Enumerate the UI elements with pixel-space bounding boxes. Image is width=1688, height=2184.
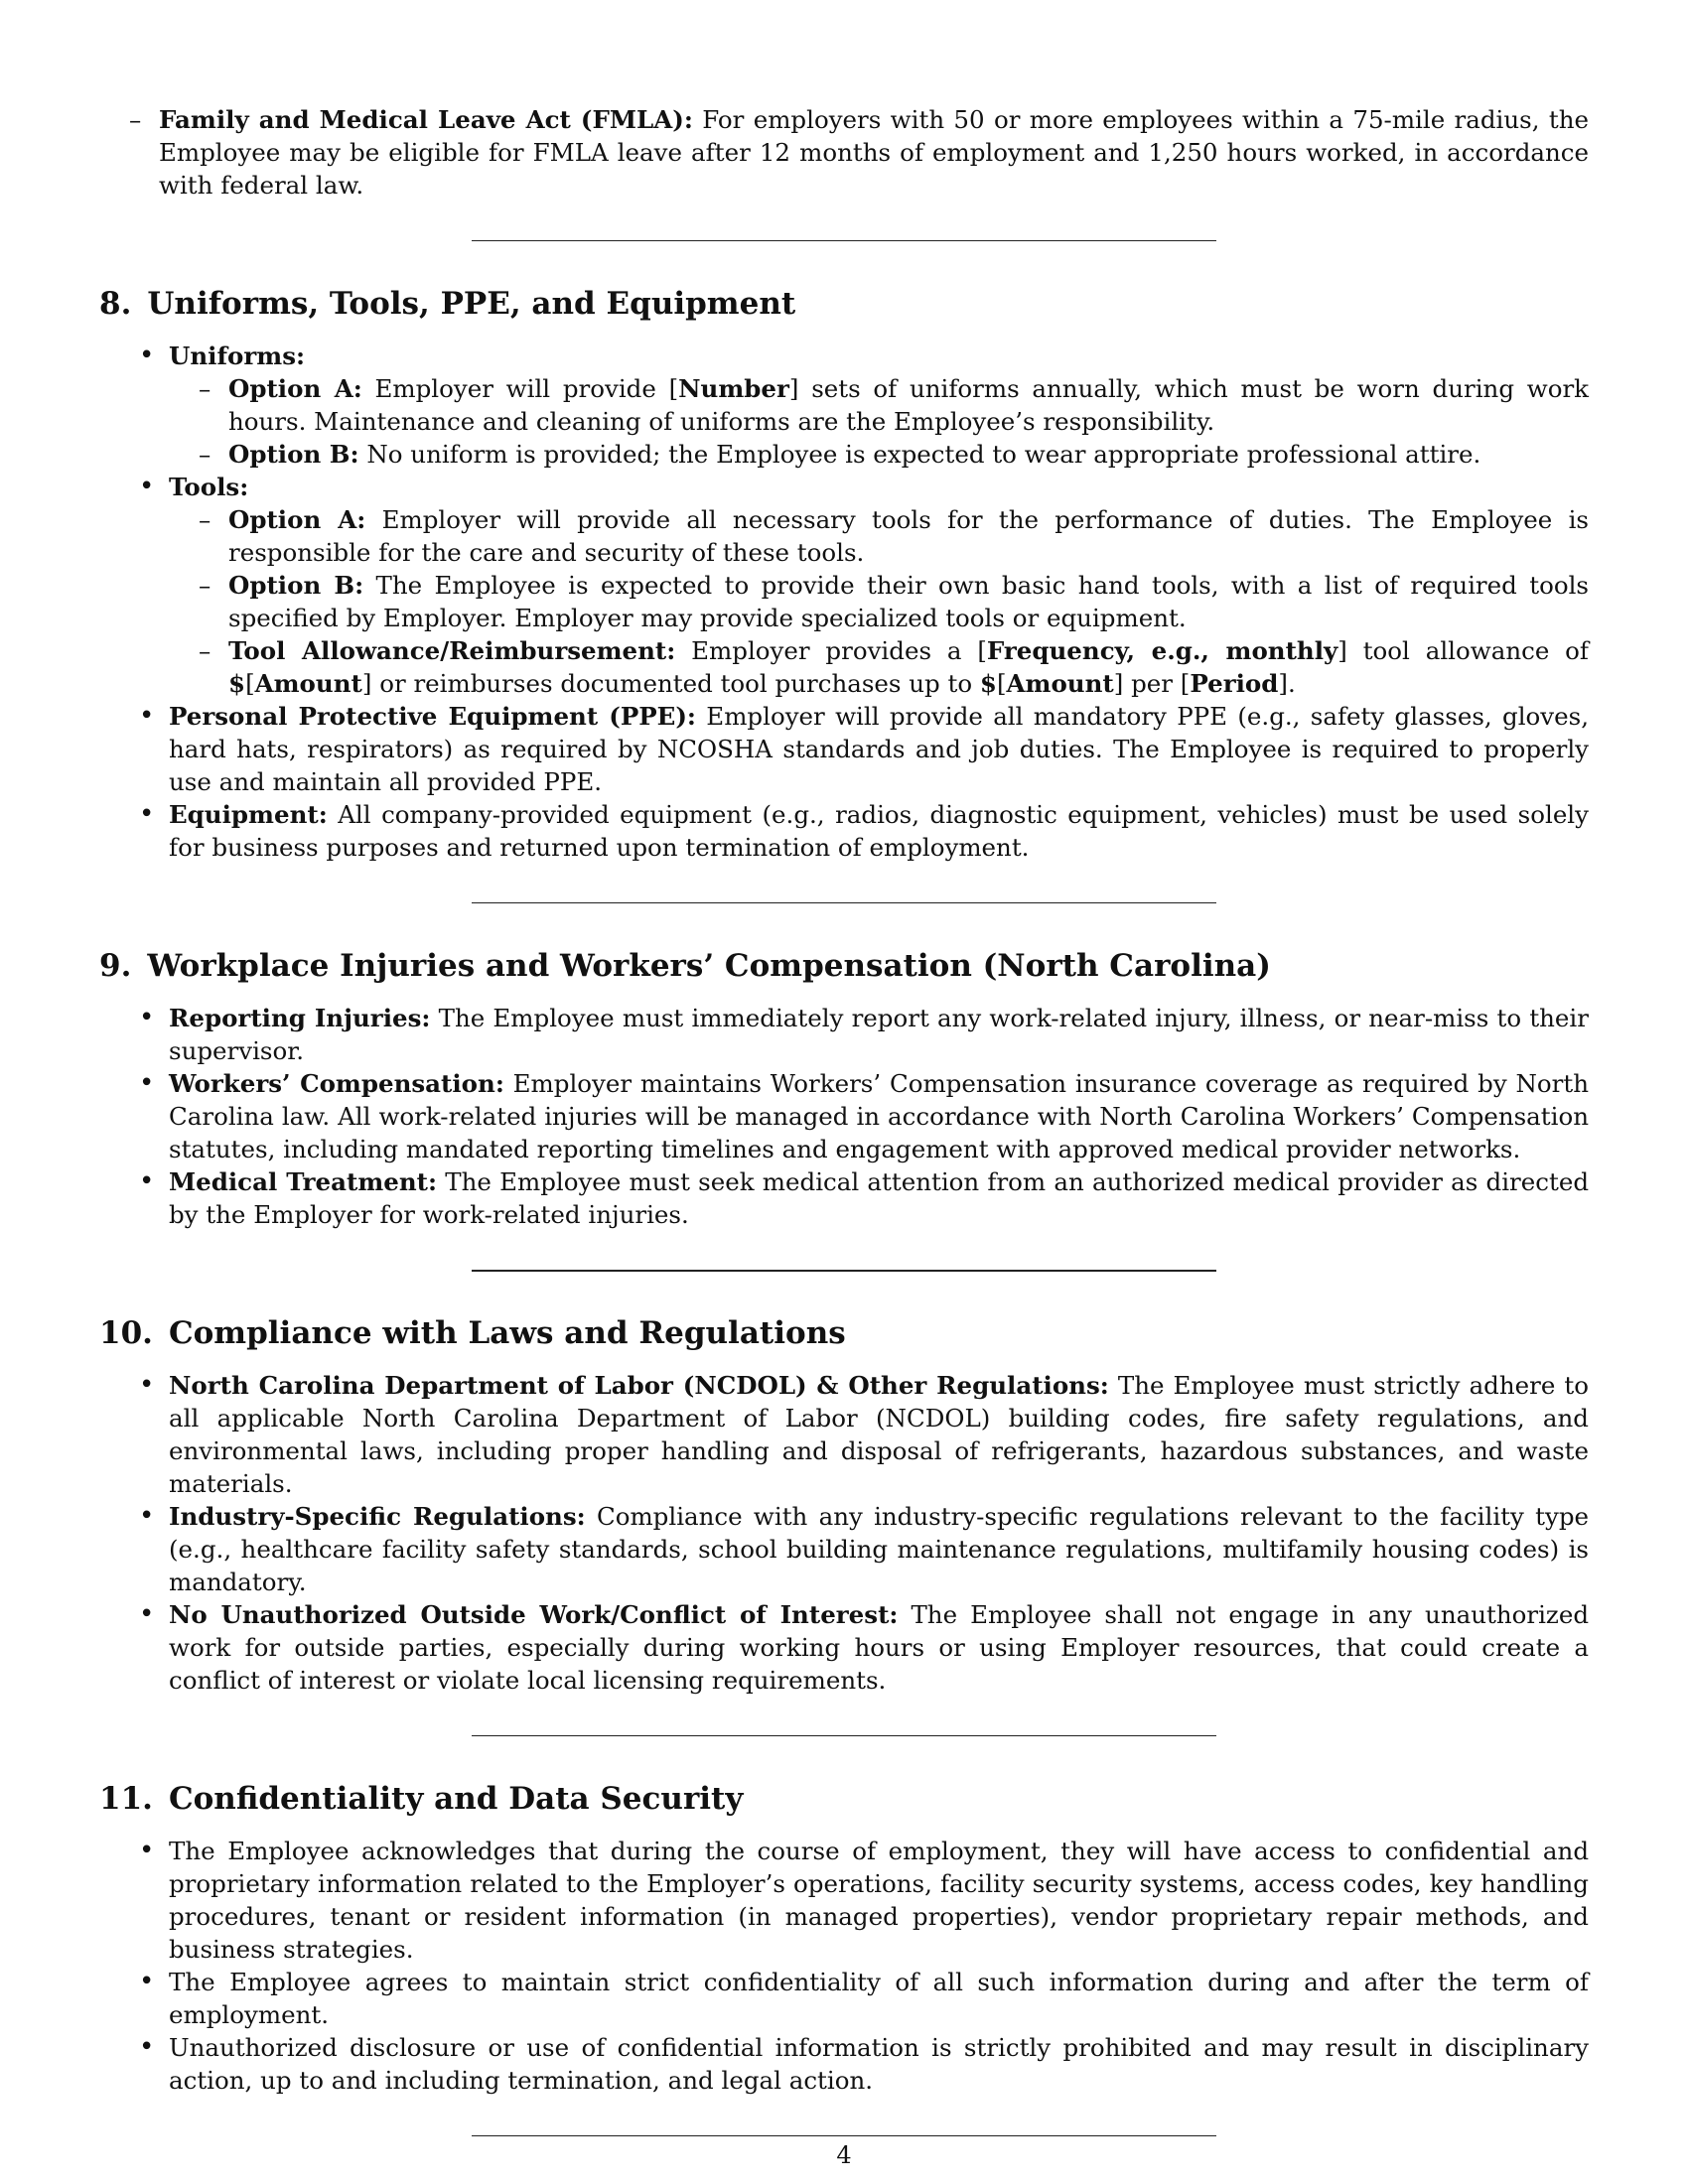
uniforms-option-a: – Option A: Employer will provide [Number] sets of uniforms annually, which must be worn during work hours. Maintenance and cleaning of uniforms are the Employee’s responsibility. xyxy=(228,372,1589,438)
section-10-title: Compliance with Laws and Regulations xyxy=(168,1315,846,1351)
tools-options xyxy=(169,503,1589,700)
section-8-list xyxy=(99,340,1589,864)
section-divider xyxy=(99,1735,1589,1737)
tools-label: Tools: xyxy=(169,473,249,501)
tools-option-b: – Option B: The Employee is expected to provide their own basic hand tools, with a list of required tools specified by Employer. Employer may provide specialized tools or equipment. xyxy=(228,569,1589,634)
section-10-number: 10. xyxy=(99,1315,153,1351)
section-10-heading xyxy=(99,1313,1589,1353)
list-item: • Workers’ Compensation: Employer maintains Workers’ Compensation insurance coverage as required by North Carolina law. All work-related injuries will be managed in accordance with North Carolina Workers’ Compensation statutes, including mandated reporting timelines and engagement with approved medical provider networks. xyxy=(169,1067,1589,1165)
section-divider xyxy=(99,2135,1589,2137)
section-8-number: 8. xyxy=(99,286,132,322)
uniforms-label: Uniforms: xyxy=(169,341,306,370)
list-item: • Reporting Injuries: The Employee must immediately report any work-related injury, illness, or near-miss to their supervisor. xyxy=(169,1002,1589,1067)
section-9-number: 9. xyxy=(99,948,132,984)
fmla-label: Family and Medical Leave Act (FMLA): xyxy=(159,105,693,134)
section-11-number: 11. xyxy=(99,1781,153,1817)
uniforms-options xyxy=(169,372,1589,471)
section-8-heading xyxy=(99,284,1589,324)
fmla-list xyxy=(99,103,1589,202)
section-8-title: Uniforms, Tools, PPE, and Equipment xyxy=(147,286,796,322)
tools-option-a: – Option A: Employer will provide all necessary tools for the performance of duties. The Employee is responsible for the care and security of these tools. xyxy=(228,503,1589,569)
list-item: • The Employee acknowledges that during the course of employment, they will have access to confidential and proprietary information related to the Employer’s operations, facility security systems, access codes, key handling procedures, tenant or resident information (in managed properties), vendor proprietary repair methods, and business strategies. xyxy=(169,1835,1589,1966)
list-item: • The Employee agrees to maintain strict confidentiality of all such information during and after the term of employment. xyxy=(169,1966,1589,2031)
section-9-list xyxy=(99,1002,1589,1231)
equipment-item: • Equipment: All company-provided equipment (e.g., radios, diagnostic equipment, vehicles) must be used solely for business purposes and returned upon termination of employment. xyxy=(169,798,1589,864)
list-item: • Industry-Specific Regulations: Compliance with any industry-specific regulations relevant to the facility type (e.g., healthcare facility safety standards, school building maintenance regulations, multifamily housing codes) is mandatory. xyxy=(169,1500,1589,1598)
tools-item xyxy=(169,471,1589,700)
fmla-text: For employers with 50 or more employees within a 75-mile radius, the Employee may be eligible for FMLA leave after 12 months of employment and 1,250 hours worked, in accordance with federal law. xyxy=(159,105,1589,200)
section-11-list xyxy=(99,1835,1589,2097)
section-9-title: Workplace Injuries and Workers’ Compensation (North Carolina) xyxy=(147,948,1271,984)
section-divider xyxy=(99,902,1589,904)
section-11-heading xyxy=(99,1779,1589,1819)
tool-allowance: – Tool Allowance/Reimbursement: Employer provides a [Frequency, e.g., monthly] tool allowance of $[Amount] or reimburses documented tool purchases up to $[Amount] per [Period]. xyxy=(228,634,1589,700)
section-11-title: Confidentiality and Data Security xyxy=(168,1781,744,1817)
list-item: • North Carolina Department of Labor (NCDOL) & Other Regulations: The Employee must strictly adhere to all applicable North Carolina Department of Labor (NCDOL) building codes, fire safety regulations, and environmental laws, including proper handling and disposal of refrigerants, hazardous substances, and waste materials. xyxy=(169,1369,1589,1500)
uniforms-item xyxy=(169,340,1589,471)
section-10-list xyxy=(99,1369,1589,1697)
list-item: • Unauthorized disclosure or use of confidential information is strictly prohibited and may result in disciplinary action, up to and including termination, and legal action. xyxy=(169,2031,1589,2097)
uniforms-option-b: – Option B: No uniform is provided; the Employee is expected to wear appropriate professional attire. xyxy=(228,438,1589,471)
section-divider xyxy=(99,240,1589,242)
ppe-item: • Personal Protective Equipment (PPE): Employer will provide all mandatory PPE (e.g., safety glasses, gloves, hard hats, respirators) as required by NCOSHA standards and job duties. The Employee is required to properly use and maintain all provided PPE. xyxy=(169,700,1589,798)
list-item: • Medical Treatment: The Employee must seek medical attention from an authorized medical provider as directed by the Employer for work-related injuries. xyxy=(169,1165,1589,1231)
section-9-heading xyxy=(99,946,1589,986)
section-divider xyxy=(99,1270,1589,1272)
document-page xyxy=(99,103,1589,2137)
list-item: • No Unauthorized Outside Work/Conflict of Interest: The Employee shall not engage in any unauthorized work for outside parties, especially during working hours or using Employer resources, that could create a conflict of interest or violate local licensing requirements. xyxy=(169,1598,1589,1697)
page-number: 4 xyxy=(836,2141,852,2169)
fmla-item xyxy=(159,103,1589,202)
